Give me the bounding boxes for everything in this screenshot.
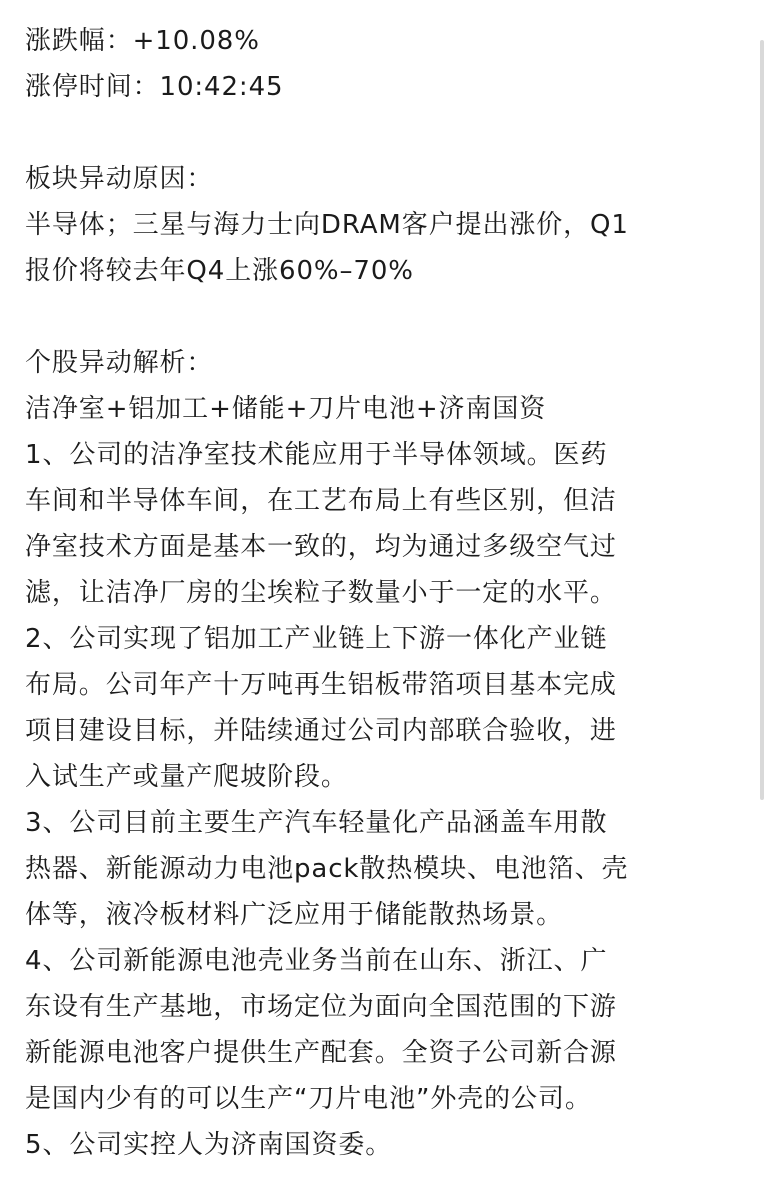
vertical-scrollbar[interactable] — [760, 40, 764, 800]
analysis-line: 3、公司目前主要生产汽车轻量化产品涵盖车用散 — [25, 808, 608, 838]
change-percent: 涨跌幅：+10.08% — [25, 26, 260, 56]
sector-reason-line: 半导体；三星与海力士向DRAM客户提出涨价，Q1 — [25, 210, 629, 240]
analysis-tags: 洁净室+铝加工+储能+刀片电池+济南国资 — [25, 394, 547, 424]
limit-up-time: 涨停时间：10:42:45 — [25, 72, 284, 102]
analysis-line: 车间和半导体车间，在工艺布局上有些区别，但洁 — [25, 486, 617, 516]
analysis-line: 布局。公司年产十万吨再生铝板带箔项目基本完成 — [25, 670, 617, 700]
analysis-heading: 个股异动解析： — [25, 348, 214, 378]
analysis-line: 东设有生产基地，市场定位为面向全国范围的下游 — [25, 992, 617, 1022]
analysis-line: 2、公司实现了铝加工产业链上下游一体化产业链 — [25, 624, 608, 654]
article-body — [25, 18, 747, 1168]
analysis-line: 入试生产或量产爬坡阶段。 — [25, 762, 348, 792]
paragraph-gap — [25, 110, 747, 156]
analysis-line: 是国内少有的可以生产“刀片电池”外壳的公司。 — [25, 1084, 592, 1114]
paragraph-gap — [25, 294, 747, 340]
sector-reason-line: 报价将较去年Q4上涨60%–70% — [25, 256, 414, 286]
sector-heading: 板块异动原因： — [25, 164, 214, 194]
analysis-line: 1、公司的洁净室技术能应用于半导体领域。医药 — [25, 440, 608, 470]
analysis-line: 净室技术方面是基本一致的，均为通过多级空气过 — [25, 532, 617, 562]
analysis-line: 滤，让洁净厂房的尘埃粒子数量小于一定的水平。 — [25, 578, 617, 608]
analysis-line: 5、公司实控人为济南国资委。 — [25, 1130, 393, 1160]
analysis-line: 新能源电池客户提供生产配套。全资子公司新合源 — [25, 1038, 617, 1068]
analysis-line: 体等，液冷板材料广泛应用于储能散热场景。 — [25, 900, 564, 930]
analysis-line: 4、公司新能源电池壳业务当前在山东、浙江、广 — [25, 946, 608, 976]
analysis-line: 项目建设目标，并陆续通过公司内部联合验收，进 — [25, 716, 617, 746]
analysis-line: 热器、新能源动力电池pack散热模块、电池箔、壳 — [25, 854, 629, 884]
